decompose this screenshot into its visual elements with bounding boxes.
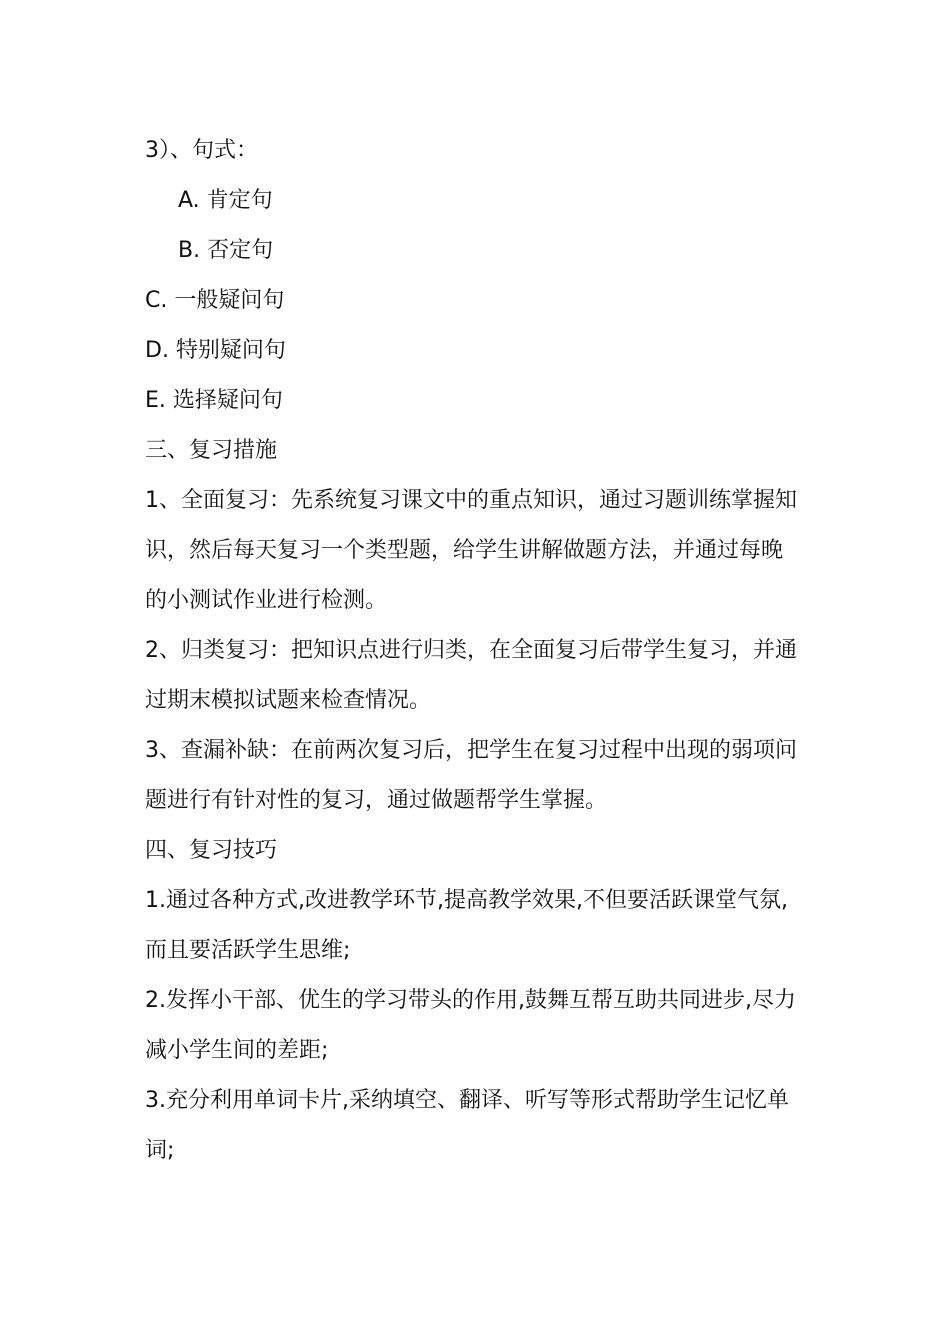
measure-3-line-1: 3、查漏补缺：在前两次复习后，把学生在复习过程中出现的弱项问 bbox=[145, 738, 797, 763]
tip-1-line-1: 1.通过各种方式,改进教学环节,提高教学效果,不但要活跃课堂气氛, bbox=[145, 888, 788, 913]
measure-1-line-3: 的小测试作业进行检测。 bbox=[145, 588, 388, 613]
syntax-item-b: B. 否定句 bbox=[178, 238, 274, 263]
section-heading-tips: 四、复习技巧 bbox=[145, 838, 278, 863]
syntax-item-d: D. 特别疑问句 bbox=[145, 338, 286, 363]
syntax-item-c: C. 一般疑问句 bbox=[145, 288, 285, 313]
tip-1-line-2: 而且要活跃学生思维; bbox=[145, 938, 351, 963]
measure-2-line-1: 2、归类复习：把知识点进行归类，在全面复习后带学生复习，并通 bbox=[145, 638, 797, 663]
syntax-heading: 3）、句式： bbox=[145, 138, 258, 163]
measure-3-line-2: 题进行有针对性的复习，通过做题帮学生掌握。 bbox=[145, 788, 608, 813]
tip-3-line-1: 3.充分利用单词卡片,采纳填空、翻译、听写等形式帮助学生记忆单 bbox=[145, 1088, 789, 1113]
measure-2-line-2: 过期末模拟试题来检查情况。 bbox=[145, 688, 432, 713]
tip-2-line-1: 2.发挥小干部、优生的学习带头的作用,鼓舞互帮互助共同进步,尽力 bbox=[145, 988, 796, 1013]
section-heading-measures: 三、复习措施 bbox=[145, 438, 278, 463]
measure-1-line-1: 1、全面复习：先系统复习课文中的重点知识，通过习题训练掌握知 bbox=[145, 488, 797, 513]
syntax-item-a: A. 肯定句 bbox=[178, 188, 273, 213]
tip-3-line-2: 词; bbox=[145, 1138, 175, 1163]
measure-1-line-2: 识，然后每天复习一个类型题，给学生讲解做题方法，并通过每晚 bbox=[145, 538, 784, 563]
syntax-item-e: E. 选择疑问句 bbox=[145, 388, 283, 413]
tip-2-line-2: 减小学生间的差距; bbox=[145, 1038, 329, 1063]
